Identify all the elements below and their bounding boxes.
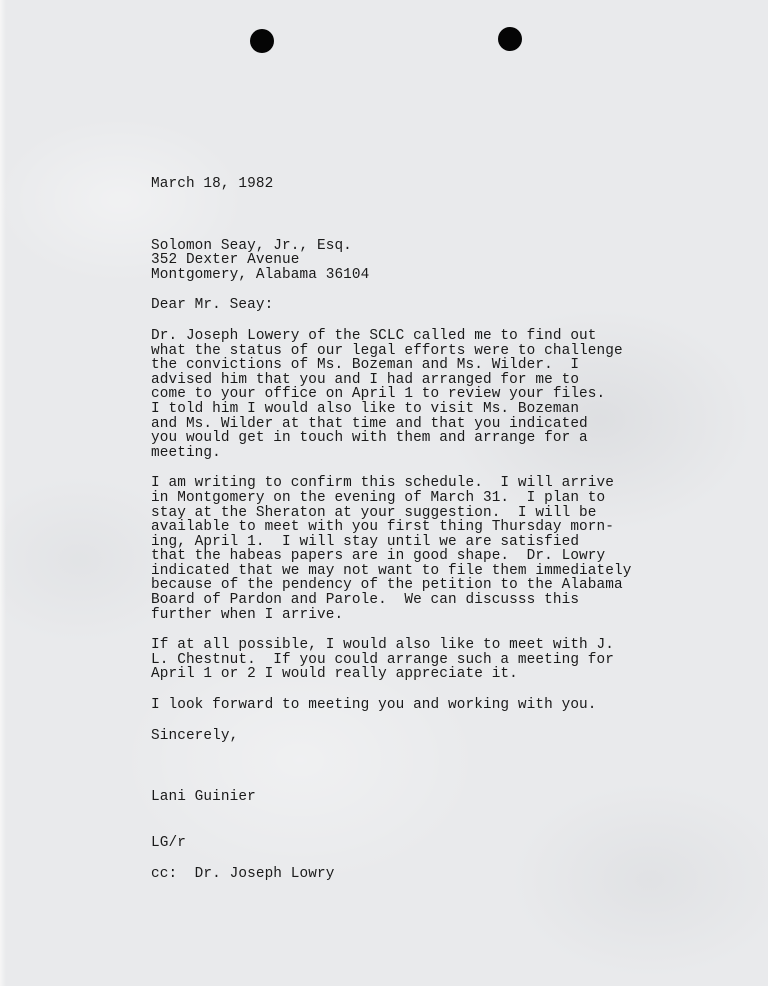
typist-initials: LG/r [151, 834, 186, 851]
paragraph-line: and Ms. Wilder at that time and that you indicated [151, 415, 588, 432]
cc-line: cc: Dr. Joseph Lowry [151, 866, 335, 883]
punch-hole-right [498, 27, 522, 51]
paragraph-line: the convictions of Ms. Bozeman and Ms. Wilder. I [151, 357, 580, 374]
paragraph-line: If at all possible, I would also like to meet with J. [151, 637, 614, 654]
paragraph-line: come to your office on April 1 to review your files. [151, 386, 606, 403]
letter-date: March 18, 1982 [151, 176, 274, 192]
paragraph-line: Dr. Joseph Lowery of the SCLC called me to find out [151, 327, 597, 344]
recipient-name: Solomon Seay, Jr., Esq. [151, 237, 352, 254]
paragraph-line: what the status of our legal efforts were to challenge [151, 342, 623, 359]
paragraph-1 [151, 329, 671, 460]
paragraph-line: advised him that you and I had arranged for me to [151, 371, 580, 388]
paper-edge [0, 0, 6, 986]
paragraph-line: I look forward to meeting you and working with you. [151, 697, 597, 714]
paragraph-line: you would get in touch with them and arrange for a [151, 430, 588, 447]
punch-hole-left [250, 29, 274, 53]
paragraph-line: L. Chestnut. If you could arrange such a meeting for [151, 651, 614, 668]
signer-name: Lani Guinier [151, 789, 256, 806]
paragraph-line: further when I arrive. [151, 606, 344, 623]
recipient-street: 352 Dexter Avenue [151, 252, 300, 269]
paragraph-line: because of the pendency of the petition to the Alabama [151, 577, 623, 594]
letter-body [151, 177, 671, 882]
paragraph-line: April 1 or 2 I would really appreciate it. [151, 666, 518, 683]
paragraph-line: I am writing to confirm this schedule. I will arrive [151, 475, 614, 492]
paragraph-line: available to meet with you first thing Thursday morn- [151, 519, 614, 536]
paragraph-3 [151, 638, 671, 682]
paragraph-line: meeting. [151, 444, 221, 461]
paragraph-line: that the habeas papers are in good shape. Dr. Lowry [151, 548, 606, 565]
paragraph-line: in Montgomery on the evening of March 31. I plan to [151, 489, 606, 506]
recipient-address [151, 239, 671, 283]
paragraph-4 [151, 698, 671, 713]
paragraph-line: I told him I would also like to visit Ms. Bozeman [151, 400, 580, 417]
closing: Sincerely, [151, 727, 239, 744]
paragraph-2 [151, 476, 671, 622]
paragraph-line: stay at the Sheraton at your suggestion. I will be [151, 504, 597, 521]
paragraph-line: ing, April 1. I will stay until we are satisfied [151, 533, 580, 550]
salutation: Dear Mr. Seay: [151, 297, 274, 314]
paragraph-line: indicated that we may not want to file them immediately [151, 562, 632, 579]
recipient-city: Montgomery, Alabama 36104 [151, 266, 370, 283]
paragraph-line: Board of Pardon and Parole. We can discusss this [151, 592, 580, 609]
